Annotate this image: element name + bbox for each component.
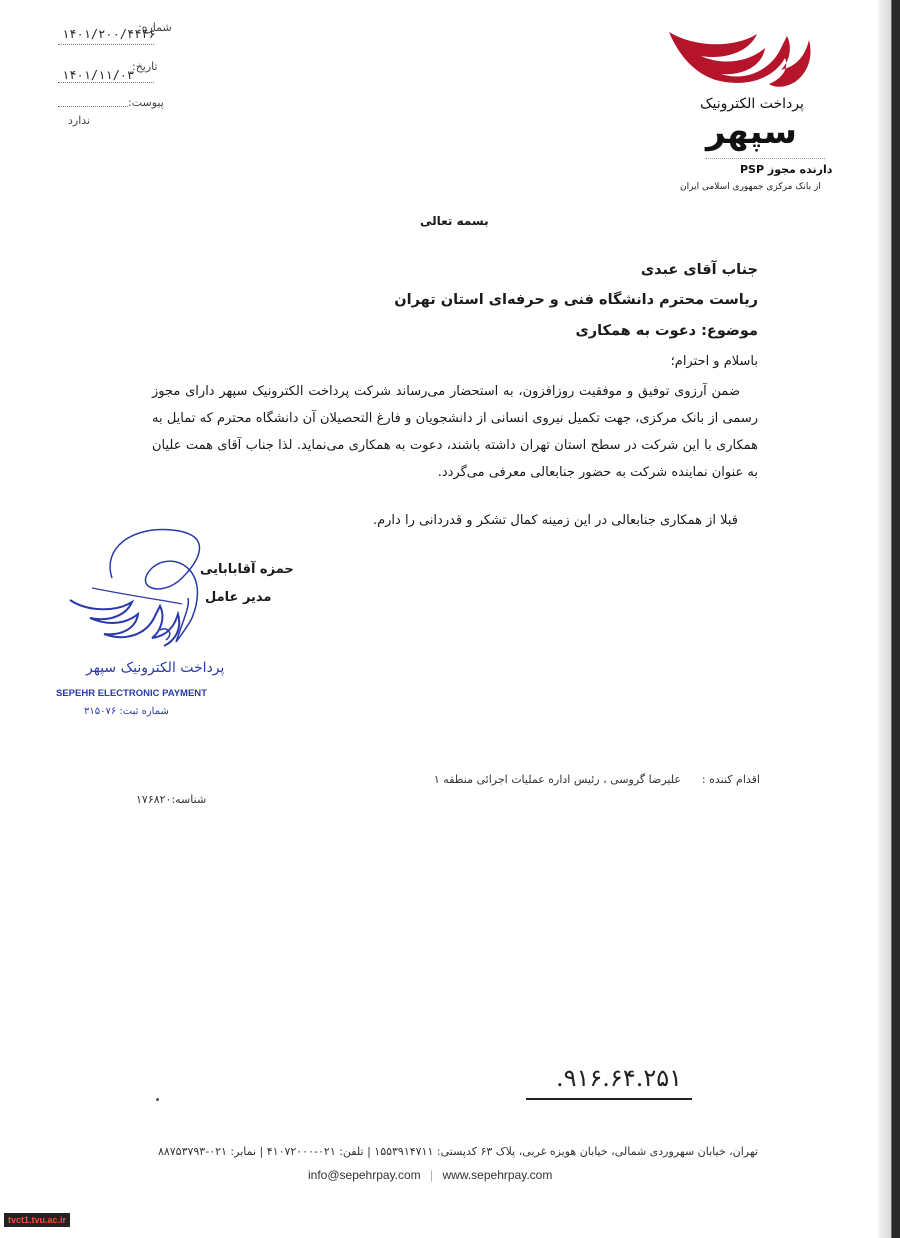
date-label: تاریخ:: [132, 60, 158, 73]
action-line: [434, 773, 760, 786]
footer-website[interactable]: www.sepehrpay.com: [442, 1168, 553, 1182]
body-paragraph: ضمن آرزوی توفیق و موفقیت روزافزون، به استحضار می‌رساند شرکت پرداخت الکترونیک سپهر دارای مجوز رسمی از بانک مرکزی، جهت تکمیل نیروی انسانی از دانشجویان و فارغ التحصیلان آن دانشگاه محترم که تمایل به همکاری با این شرکت در سطح استان تهران داشته باشند، دعوت به همکاری می‌نماید. لذا جناب آقای همت علیان به عنوان نماینده شرکت به حضور جنابعالی معرفی می‌گردد.: [152, 384, 758, 480]
basmala: بسمه تعالی: [420, 214, 489, 228]
stamp-registration: شماره ثبت: ۳۱۵۰۷۶: [84, 706, 169, 717]
document-id: شناسه:۱۷۶۸۲۰: [136, 793, 207, 806]
stamp-wing-icon: [68, 590, 198, 650]
action-label: اقدام کننده :: [701, 773, 760, 786]
psp-license: دارنده مجوز PSP: [740, 163, 833, 176]
attachment-value: ندارد: [68, 114, 91, 127]
letter-subject: موضوع: دعوت به همکاری: [575, 323, 758, 339]
action-value: علیرضا گروسی ، رئیس اداره عملیات اجرائی منطقه ۱: [433, 773, 681, 786]
footer-email[interactable]: info@sepehrpay.com: [308, 1168, 421, 1182]
sepehr-wing-icon: [665, 26, 825, 94]
footer-contact: info@sepehrpay.com | www.sepehrpay.com: [308, 1168, 553, 1182]
source-watermark: tvct1.tvu.ac.ir: [4, 1213, 70, 1227]
addressee-name: جناب آقای عبدی: [640, 262, 758, 278]
greeting: باسلام و احترام؛: [670, 354, 758, 369]
handwritten-underline: [526, 1098, 692, 1100]
number-label: شماره:: [138, 21, 172, 34]
brand-subtitle: پرداخت الکترونیک: [700, 96, 804, 112]
brand-name: سپهر: [706, 112, 797, 152]
footer-address: تهران، خیابان سهروردی شمالی، خیابان هویزه غربی، پلاک ۶۳ کدپستی: ۱۵۵۳۹۱۴۷۱۱ | تلفن: ۰۲۱-۴۱۰۷۲۰۰۰ | نمابر: ۰۲۱-۸۸۷۵۳۷۹۳: [157, 1145, 758, 1158]
attachment-label: پیوست:: [128, 96, 164, 109]
stamp-company-en: SEPEHR ELECTRONIC PAYMENT: [56, 688, 207, 699]
signatory-title: مدیر عامل: [205, 590, 272, 605]
letter-date: ۱۴۰۱/۱۱/۰۳: [62, 68, 135, 82]
stamp-company-fa: پرداخت الکترونیک سپهر: [86, 660, 225, 676]
scan-page-edge: [878, 0, 900, 1238]
psp-license-note: از بانک مرکزی جمهوری اسلامی ایران: [680, 182, 821, 192]
handwritten-number: .۹۱۶.۶۴.۲۵۱: [556, 1064, 683, 1092]
letter-number: ۱۴۰۱/۲۰۰/۴۴۴۶: [62, 27, 156, 41]
signatory-name: حمزه آقابابایی: [200, 562, 294, 577]
closing-paragraph: قبلا از همکاری جنابعالی در این زمینه کمال تشکر و قدردانی را دارم.: [372, 513, 738, 528]
addressee-title: ریاست محترم دانشگاه فنی و حرفه‌ای استان تهران: [394, 292, 758, 308]
